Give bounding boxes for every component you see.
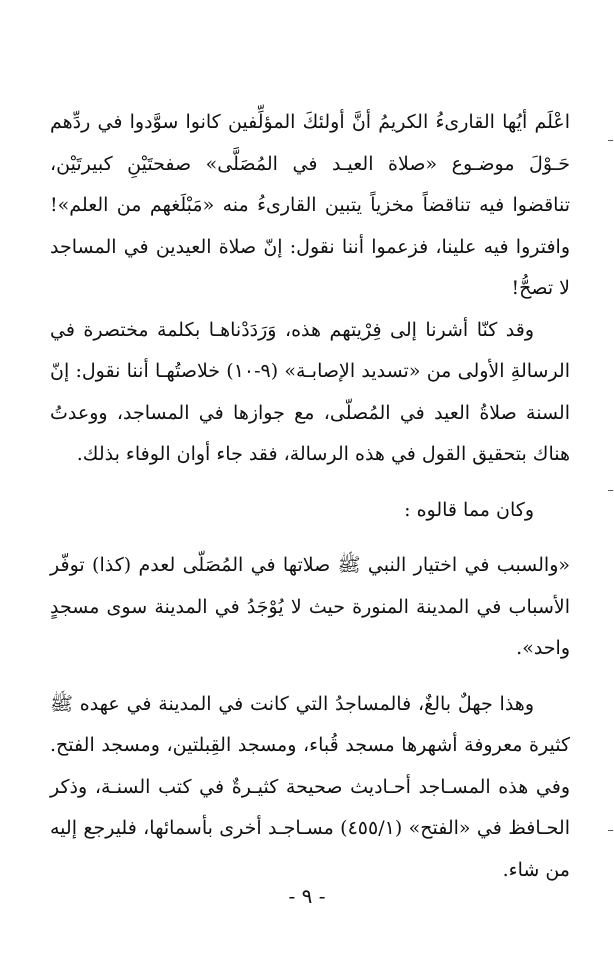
paragraph-quote-lead: وكان مما قالوه : (404, 498, 534, 521)
margin-tick (608, 140, 613, 141)
page-number: - ٩ - (288, 884, 326, 908)
paragraph-previous-reply: وقد كنّا أشرنا إلى فِرْيتهم هذه، وَرَدَدْناهـا بكلمة مختصرة في الرسالةِ الأولى من «تسديد الإصابـة» (٩-١٠) خلاصتُهـا أننا نقول: إنّ السنة صلاةُ العيد في المُصلّى، مع جوازها في المساجد، ووعدتُ هناك بتحقيق القول في هذه الرسالة، فقد جاء أوان الوفاء بذلك. (50, 318, 571, 465)
paragraph-quotation: «والسبب في اختيار النبي ﷺ صلاتها في المُصَلّى لعدم (كذا) توفّر الأسباب في المدينة المنورة حيث لا يُوْجَدُ في المدينة سوى مسجدٍ واحد». (50, 554, 570, 659)
paragraph-rebuttal: وهذا جهلٌ بالغٌ، فالمساجدُ التي كانت في المدينة في عهده ﷺ كثيرة معروفة أشهرها مسجد قُباء، ومسجد القِبلتين، ومسجد الفتح. وفي هذه المسـاجد أحـاديث صحيحة كثيـرةٌ في كتب السنـة، وذكر الحـافظ في «الفتح» (٤٥٥/١) مسـاجـد أخرى بأسمائها، فليرجع إليه من شاء. (50, 692, 571, 881)
margin-tick (608, 490, 613, 491)
margin-tick (608, 830, 613, 831)
body-text (50, 102, 570, 891)
paragraph-intro: اعْلَم أيُها القارىءُ الكريمُ أنَّ أولئكَ المؤلِّفين كانوا سوَّدوا في ردِّهم حَـوْلَ موضـوع «صلاة العيـد في المُصَلَّى» صفحتَيْنِ كبيرتَيْن، تناقضوا فيه تناقضاً مخزياً يتبين القارىءُ منه «مَبْلَغهم من العلم»! وافتروا فيه علينا، فزعموا أننا نقول: إنّ صلاة العيدين في المساجد لا تصحُّ! (50, 111, 570, 299)
